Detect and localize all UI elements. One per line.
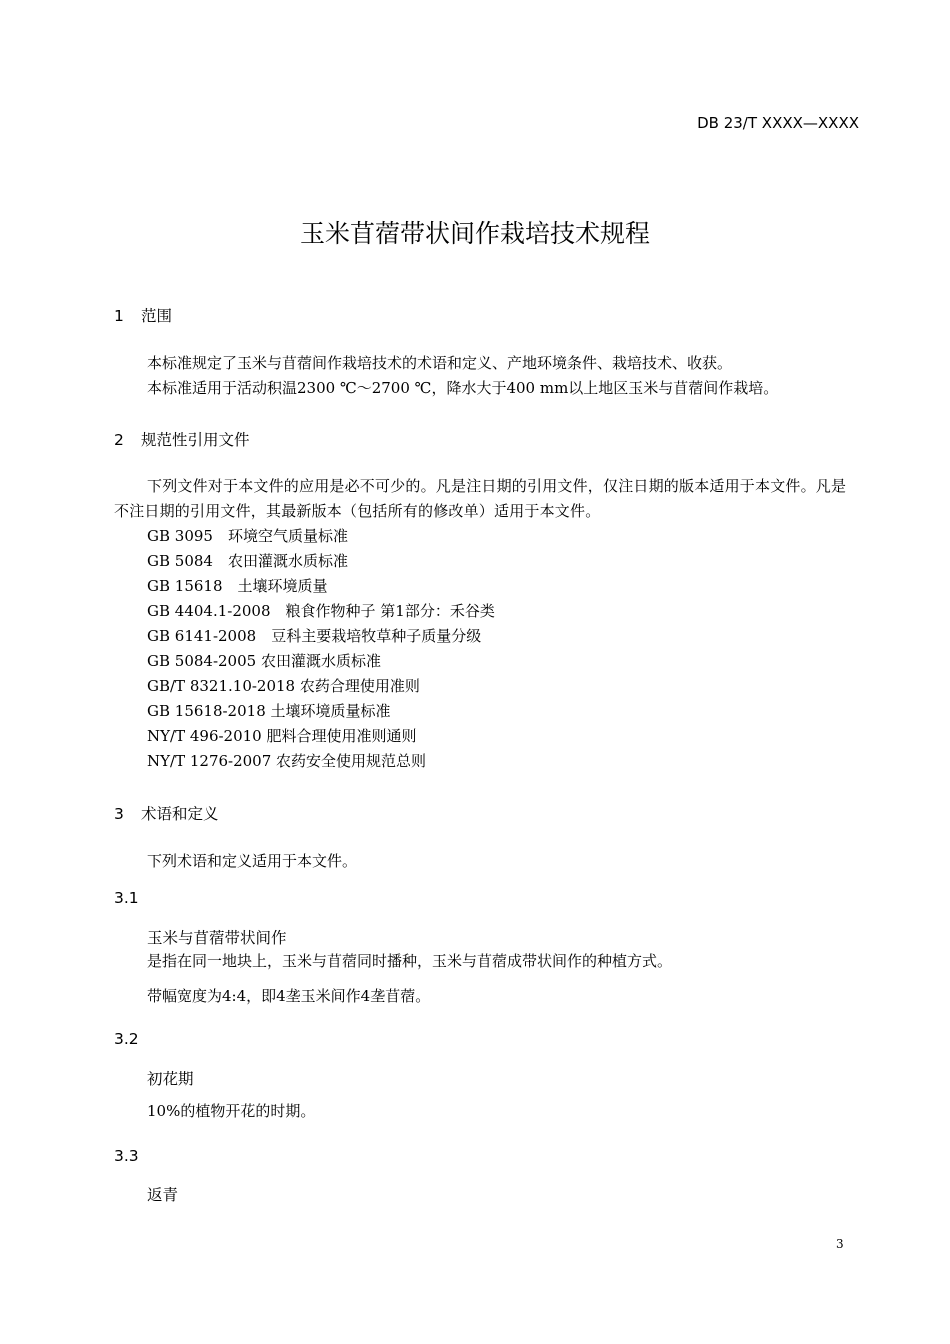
term-definition: 10%的植物开花的时期。	[147, 1102, 316, 1120]
scope-paragraph: 本标准规定了玉米与苜蓿间作栽培技术的术语和定义、产地环境条件、栽培技术、收获。	[147, 354, 733, 372]
term-name: 返青	[147, 1186, 179, 1204]
reference-item: GB 3095 环境空气质量标准	[147, 527, 348, 545]
reference-item: GB/T 8321.10-2018 农药合理使用准则	[147, 677, 420, 695]
reference-list	[147, 524, 495, 774]
term-number: 3.1	[114, 889, 139, 907]
reference-item: GB 6141-2008 豆科主要栽培牧草种子质量分级	[147, 627, 482, 645]
section-number: 1	[114, 307, 124, 325]
term-definition: 是指在同一地块上，玉米与苜蓿同时播种，玉米与苜蓿成带状间作的种植方式。	[147, 952, 673, 970]
term-name: 玉米与苜蓿带状间作	[147, 929, 287, 947]
applicability-paragraph: 本标准适用于活动积温2300 ℃～2700 ℃，降水大于400 mm以上地区玉米与苜蓿间作栽培。	[147, 379, 779, 397]
page-number: 3	[836, 1237, 844, 1251]
section-title: 术语和定义	[141, 805, 219, 823]
terms-intro: 下列术语和定义适用于本文件。	[147, 852, 358, 870]
reference-item: NY/T 496-2010 肥料合理使用准则通则	[147, 727, 417, 745]
section-heading-2	[114, 428, 250, 450]
term-name: 初花期	[147, 1070, 194, 1088]
reference-item: GB 5084-2005 农田灌溉水质标准	[147, 652, 381, 670]
document-title: 玉米苜蓿带状间作栽培技术规程	[299, 219, 650, 248]
reference-item: NY/T 1276-2007 农药安全使用规范总则	[147, 752, 427, 770]
term-number: 3.3	[114, 1147, 139, 1165]
term-note: 带幅宽度为4:4，即4垄玉米间作4垄苜蓿。	[147, 987, 431, 1005]
reference-item: GB 5084 农田灌溉水质标准	[147, 552, 348, 570]
section-title: 范围	[141, 307, 173, 325]
section-heading-1	[114, 304, 172, 326]
reference-item: GB 15618-2018 土壤环境质量标准	[147, 702, 391, 720]
section-number: 2	[114, 431, 124, 449]
term-number: 3.2	[114, 1030, 139, 1048]
reference-item: GB 4404.1-2008 粮食作物种子 第1部分：禾谷类	[147, 602, 495, 620]
references-intro: 下列文件对于本文件的应用是必不可少的。凡是注日期的引用文件，仅注日期的版本适用于本文件。凡是不注日期的引用文件，其最新版本（包括所有的修改单）适用于本文件。	[114, 477, 847, 520]
section-number: 3	[114, 805, 124, 823]
section-title: 规范性引用文件	[141, 431, 250, 449]
standard-code: DB 23/T XXXX—XXXX	[697, 114, 859, 132]
reference-item: GB 15618 土壤环境质量	[147, 577, 328, 595]
section-heading-3	[114, 802, 219, 824]
